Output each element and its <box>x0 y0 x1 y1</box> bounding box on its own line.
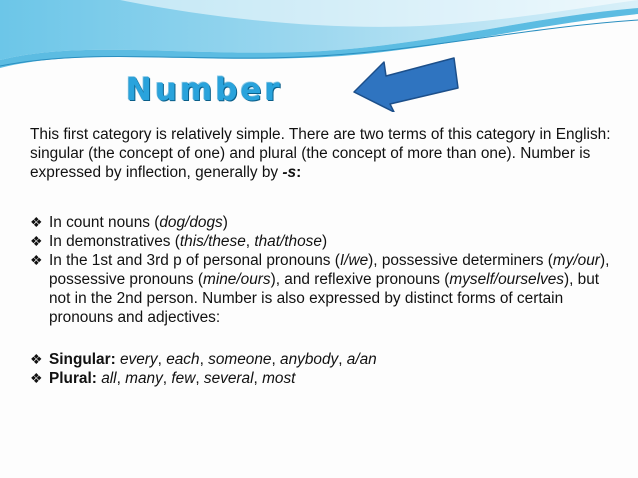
diamond-bullet-icon: ❖ <box>30 351 43 367</box>
list-item: ❖ Plural: all, many, few, several, most <box>30 370 296 387</box>
slide-title: Number <box>126 72 283 108</box>
diamond-bullet-icon: ❖ <box>30 233 43 249</box>
list-item: ❖ In the 1st and 3rd p of personal pronouns (I/we), possessive determiners (my/our), possessive pronouns (mine/ours), and reflexive pronouns (myself/ourselves), but not in the 2nd person. Number is also expressed by distinct forms of certain pronouns and adjectives: <box>30 252 610 326</box>
header-wave-decoration <box>0 0 638 80</box>
diamond-bullet-icon: ❖ <box>30 214 43 230</box>
bullet-list-examples <box>30 350 620 388</box>
list-item: ❖ In demonstratives (this/these, that/those) <box>30 233 328 250</box>
intro-paragraph: This first category is relatively simple. There are two terms of this category in English: singular (the concept of one) and plural (the concept of more than one). Number is expressed by inflection, generally by -s: <box>30 126 611 181</box>
list-item: ❖ In count nouns (dog/dogs) <box>30 214 228 231</box>
list-item: ❖ Singular: every, each, someone, anybody, a/an <box>30 351 377 368</box>
left-arrow-icon <box>350 52 462 112</box>
diamond-bullet-icon: ❖ <box>30 370 43 386</box>
diamond-bullet-icon: ❖ <box>30 252 43 268</box>
bullet-list-categories <box>30 213 620 327</box>
